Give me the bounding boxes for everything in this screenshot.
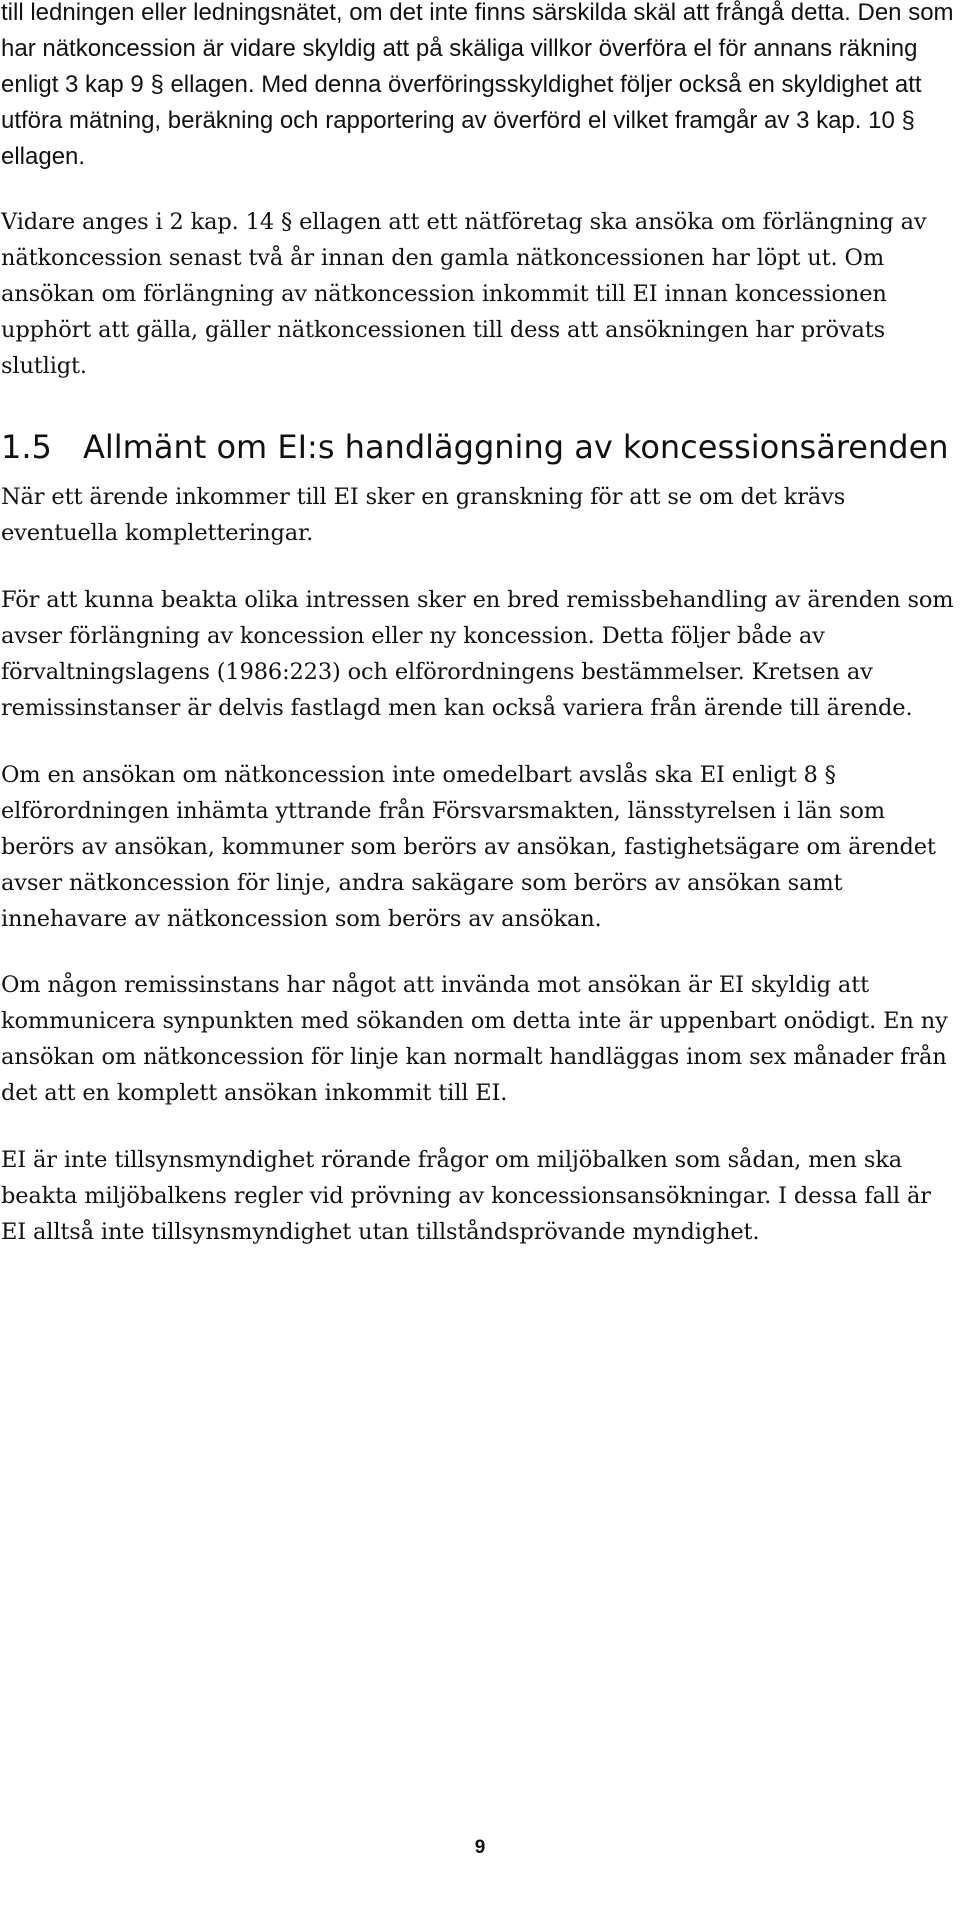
paragraph-referral-process: För att kunna beakta olika intressen sker en bred remissbehandling av ärenden som avser förlängning av koncession eller ny koncession. Detta följer både av förvaltningslagens (1986:223) och elförordningens bestämmelser. Kretsen av remissinstanser är delvis fastlagd men kan också variera från ärende till ärende. [1,587,954,721]
section-title: Allmänt om EI:s handläggning av koncessionsärenden [83,428,949,466]
paragraph-consultation-bodies: Om en ansökan om nätkoncession inte omedelbart avslås ska EI enligt 8 § elförordningen inhämta yttrande från Försvarsmakten, länsstyrelsen i län som berörs av ansökan, kommuner som berörs av ansökan, fastighetsägare om ärendet avser nätkoncession för linje, andra sakägare som berörs av ansökan samt innehavare av nätkoncession som berörs av ansökan. [1,762,936,932]
paragraph-transmission-obligation: till ledningen eller ledningsnätet, om det inte finns särskilda skäl att frångå detta. Den som har nätkoncession är vidare skyldig att på skäliga villkor överföra el för annans räkning enligt 3 kap 9 § ellagen. Med denna överföringsskyldighet följer också en skyldighet att utföra mätning, beräkning och rapportering av överförd el vilket framgår av 3 kap. 10 § ellagen. [1,0,954,170]
page-number: 9 [474,1837,486,1858]
paragraph-environmental-code: EI är inte tillsynsmyndighet rörande frågor om miljöbalken som sådan, men ska beakta miljöbalkens regler vid prövning av koncessionsansökningar. I dessa fall är EI alltså inte tillsynsmyndighet utan tillståndsprövande myndighet. [1,1147,931,1245]
paragraph-renewal-application: Vidare anges i 2 kap. 14 § ellagen att ett nätföretag ska ansöka om förlängning av nätkoncession senast två år innan den gamla nätkoncessionen har löpt ut. Om ansökan om förlängning av nätkoncession inkommit till EI innan koncessionen upphört att gälla, gäller nätkoncessionen till dess att ansökningen har prövats slutligt. [1,209,927,379]
section-number: 1.5 [1,428,52,466]
section-heading [1,423,954,471]
paragraph-review-completeness: När ett ärende inkommer till EI sker en granskning för att se om det krävs eventuella kompletteringar. [1,484,846,546]
paragraph-communication-duty: Om någon remissinstans har något att invända mot ansökan är EI skyldig att kommunicera synpunkten med sökanden om detta inte är uppenbart onödigt. En ny ansökan om nätkoncession för linje kan normalt handläggas inom sex månader från det att en komplett ansökan inkommit till EI. [1,972,948,1106]
